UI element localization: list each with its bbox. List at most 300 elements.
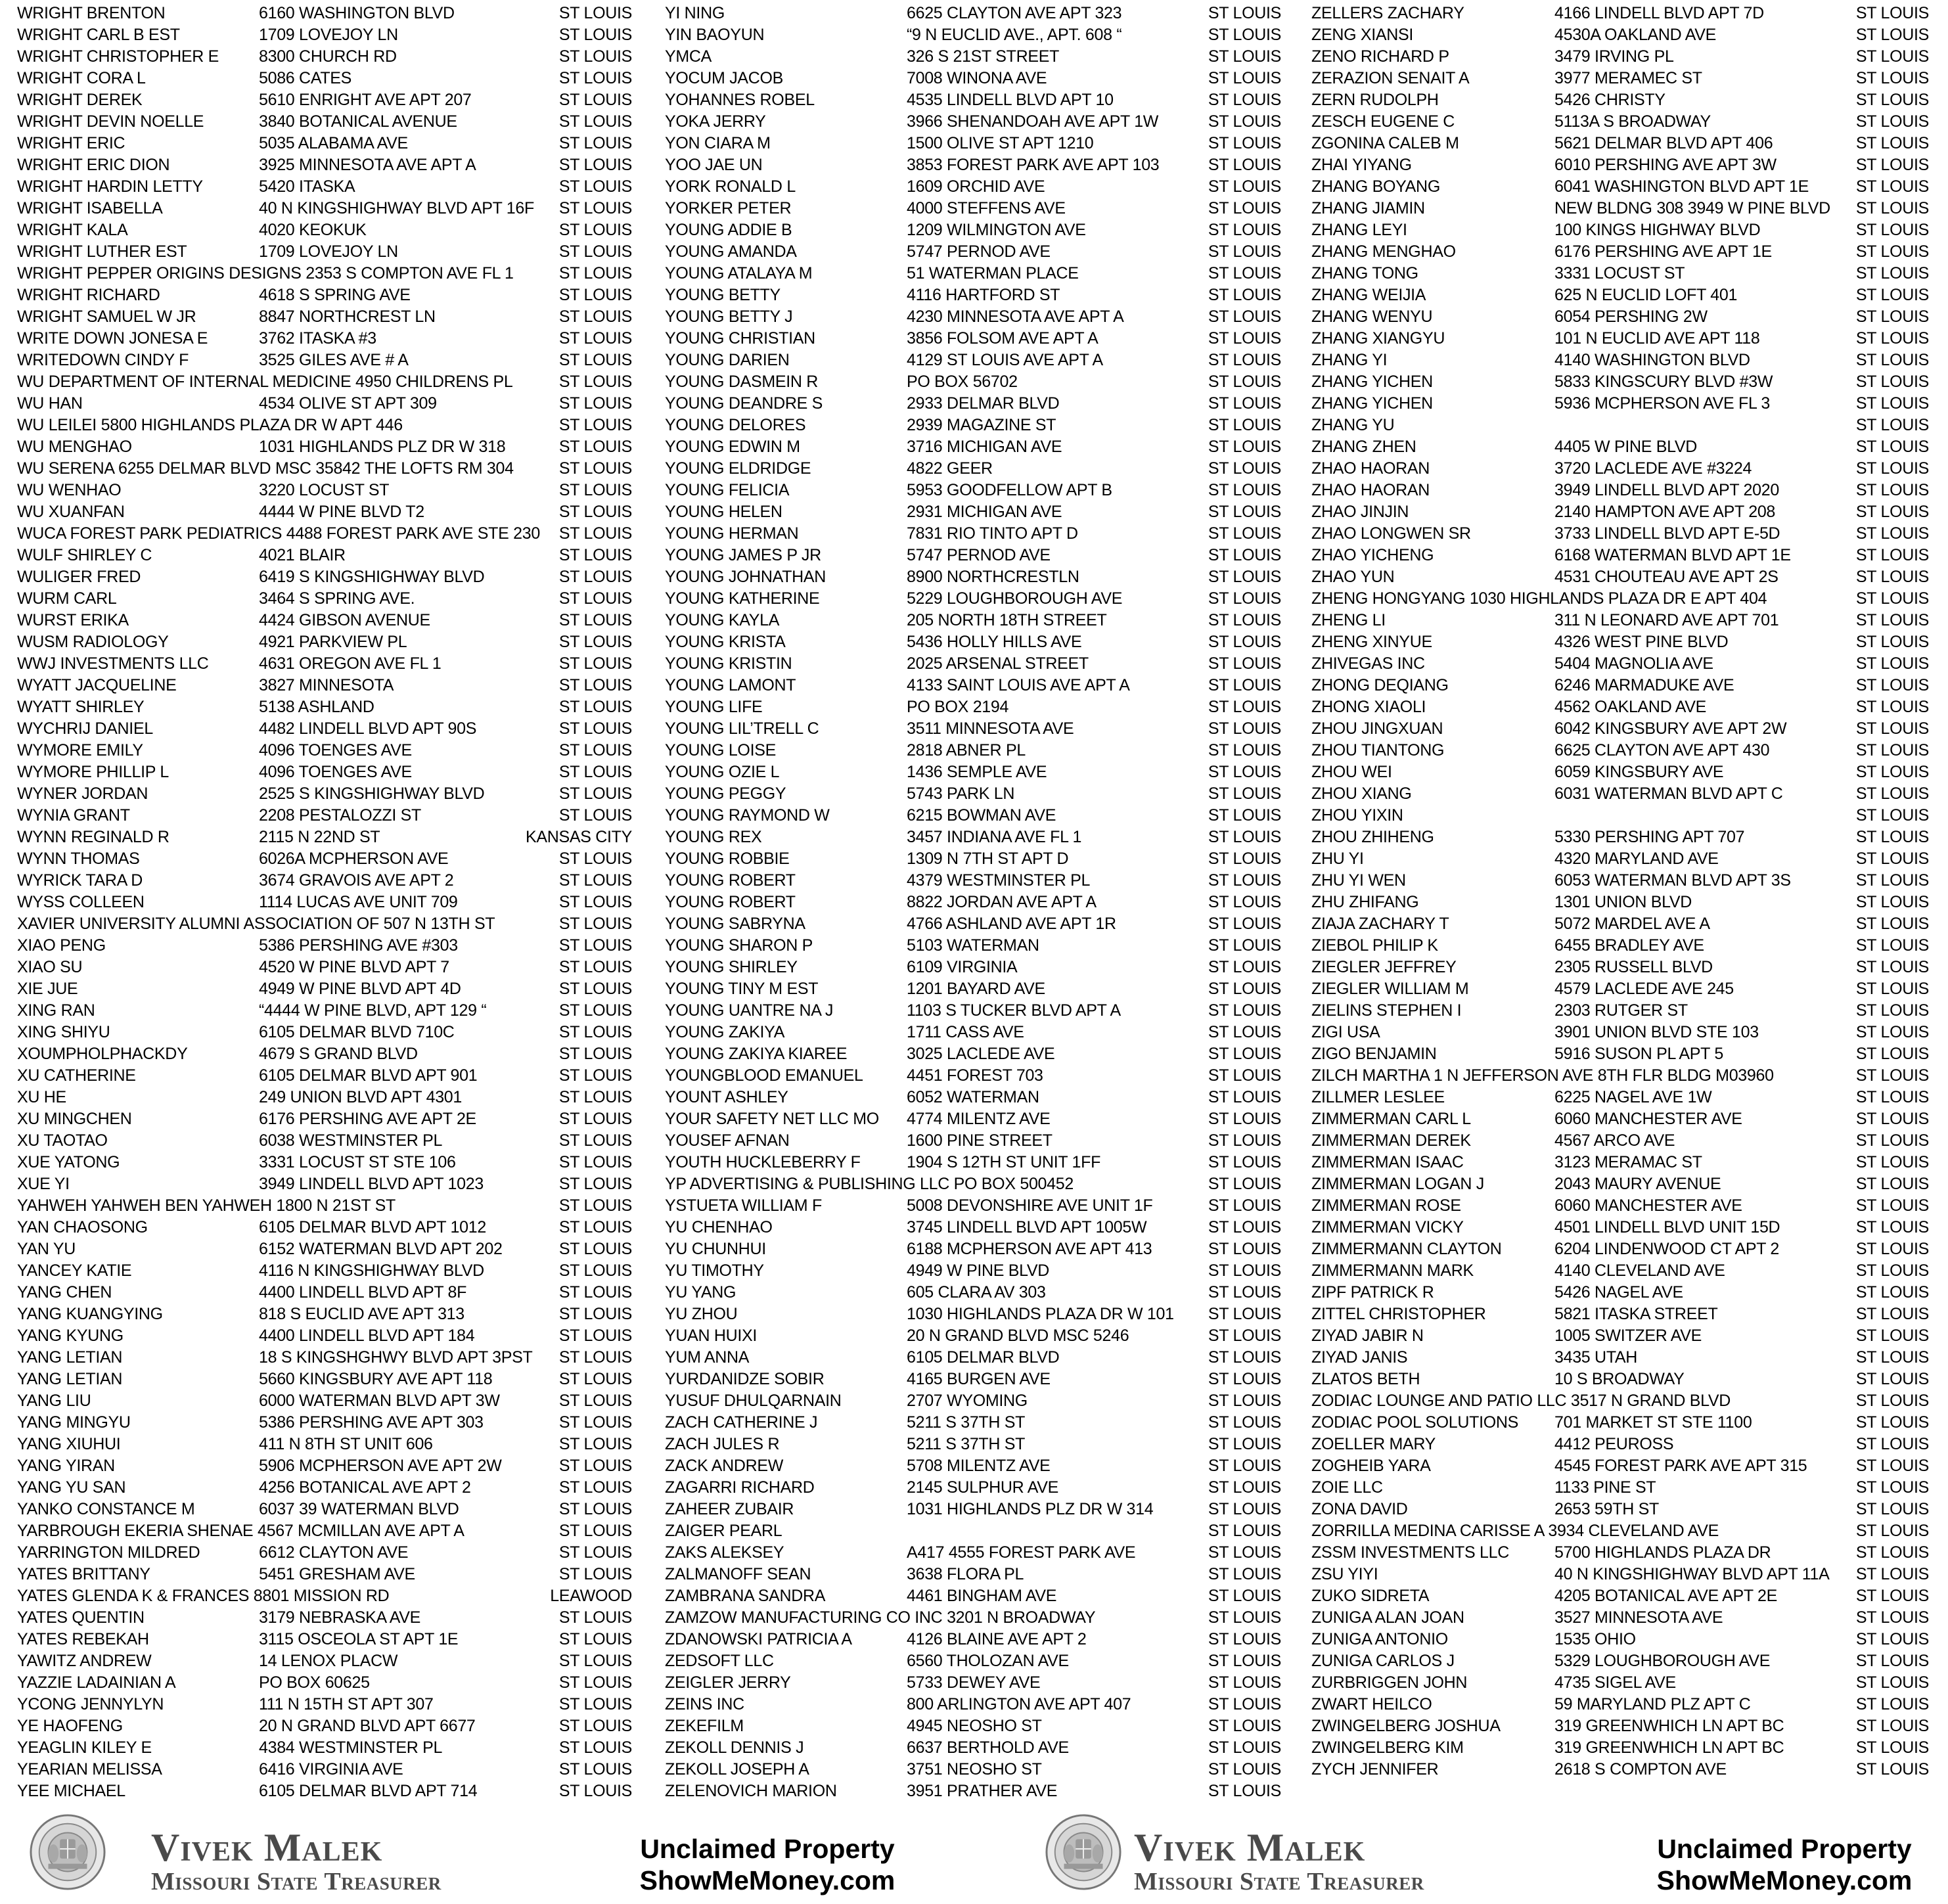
owner-name: ZHIVEGAS INC	[1311, 654, 1425, 673]
listing-row	[17, 1217, 635, 1238]
owner-city: ST LOUIS	[1208, 1478, 1281, 1497]
owner-address: 411 N 8TH ST UNIT 606	[259, 1435, 433, 1453]
owner-address: 3827 MINNESOTA	[259, 676, 394, 694]
owner-address: 3525 GILES AVE # A	[259, 351, 409, 369]
owner-address: 14 LENOX PLACW	[259, 1652, 398, 1670]
listing-row	[665, 198, 1282, 219]
owner-address: 1030 HIGHLANDS PLAZA DR W 101	[907, 1305, 1174, 1323]
owner-name: ZWINGELBERG JOSHUA	[1311, 1717, 1501, 1735]
owner-name: ZHENG HONGYANG 1030 HIGHLANDS PLAZA DR E APT 404	[1311, 589, 1767, 608]
owner-city: ST LOUIS	[1855, 112, 1929, 131]
owner-city: ST LOUIS	[1855, 1153, 1929, 1171]
owner-city: ST LOUIS	[558, 264, 632, 283]
owner-address: 5086 CATES	[259, 69, 352, 87]
owner-name: YATES REBEKAH	[17, 1630, 149, 1648]
owner-address: 8847 NORTHCREST LN	[259, 307, 436, 326]
listing-row	[665, 1260, 1282, 1282]
owner-name: ZSU YIYI	[1311, 1565, 1378, 1583]
owner-address: 2025 ARSENAL STREET	[907, 654, 1089, 673]
owner-name: ZAMZOW MANUFACTURING CO INC 3201 N BROADWAY	[665, 1608, 1096, 1627]
owner-name: ZHANG TONG	[1311, 264, 1418, 283]
listing-row	[1311, 1282, 1929, 1303]
owner-city: ST LOUIS	[1855, 1110, 1929, 1128]
listing-row	[17, 1780, 635, 1802]
listing-row	[665, 501, 1282, 523]
owner-city: ST LOUIS	[1855, 438, 1929, 456]
listing-row	[17, 1260, 635, 1282]
listing-row	[1311, 480, 1929, 501]
owner-name: ZIELINS STEPHEN I	[1311, 1001, 1462, 1020]
owner-city: ST LOUIS	[1208, 1608, 1281, 1627]
listing-row	[665, 957, 1282, 978]
listing-row	[17, 1650, 635, 1672]
listing-row	[665, 675, 1282, 696]
owner-name: ZHOU YIXIN	[1311, 806, 1403, 825]
owner-address: 1031 HIGHLANDS PLZ DR W 318	[259, 438, 506, 456]
owner-city: ST LOUIS	[1855, 524, 1929, 543]
owner-address: 5621 DELMAR BLVD APT 406	[1554, 134, 1773, 152]
listing-row	[1311, 1173, 1929, 1195]
owner-name: ZALMANOFF SEAN	[665, 1565, 811, 1583]
owner-address: 1709 LOVEJOY LN	[259, 26, 398, 44]
owner-city: ST LOUIS	[558, 1196, 632, 1215]
listing-row	[17, 501, 635, 523]
listing-row	[665, 1325, 1282, 1347]
owner-name: ZACK ANDREW	[665, 1457, 784, 1475]
listing-row	[17, 89, 635, 111]
owner-address: 4405 W PINE BLVD	[1554, 438, 1698, 456]
owner-name: ZHANG MENGHAO	[1311, 242, 1456, 261]
owner-city: ST LOUIS	[1855, 459, 1929, 478]
listing-row	[17, 978, 635, 1000]
owner-city: ST LOUIS	[1208, 1261, 1281, 1280]
owner-address: 4735 SIGEL AVE	[1554, 1673, 1676, 1692]
owner-name: WYATT SHIRLEY	[17, 698, 145, 716]
listing-row	[1311, 631, 1929, 653]
owner-address: 6041 WASHINGTON BLVD APT 1E	[1554, 177, 1809, 196]
owner-city: ST LOUIS	[558, 1565, 632, 1583]
owner-address: 4945 NEOSHO ST	[907, 1717, 1042, 1735]
owner-address: 3745 LINDELL BLVD APT 1005W	[907, 1218, 1147, 1236]
owner-city: ST LOUIS	[1208, 936, 1281, 955]
owner-city: ST LOUIS	[558, 1370, 632, 1388]
owner-name: ZHOU JINGXUAN	[1311, 719, 1443, 738]
owner-name: ZHONG DEQIANG	[1311, 676, 1449, 694]
owner-name: WU HAN	[17, 394, 83, 413]
owner-address: 4384 WESTMINSTER PL	[259, 1738, 443, 1757]
owner-address: 1904 S 12TH ST UNIT 1FF	[907, 1153, 1101, 1171]
owner-address: 5103 WATERMAN	[907, 936, 1039, 955]
owner-city: ST LOUIS	[1208, 1652, 1281, 1670]
owner-address: 20 N GRAND BLVD MSC 5246	[907, 1326, 1129, 1345]
owner-name: ZACH JULES R	[665, 1435, 780, 1453]
owner-city: ST LOUIS	[558, 47, 632, 66]
listing-row	[17, 1369, 635, 1390]
promo-unclaimed-property: Unclaimed Property	[640, 1834, 895, 1864]
listing-row	[1311, 848, 1929, 870]
owner-city: ST LOUIS	[558, 329, 632, 348]
owner-city: ST LOUIS	[1855, 1023, 1929, 1041]
owner-name: ZIYAD JABIR N	[1311, 1326, 1424, 1345]
listing-row	[665, 653, 1282, 675]
listing-row	[1311, 1260, 1929, 1282]
owner-name: ZAHEER ZUBAIR	[665, 1500, 794, 1518]
owner-address: 6054 PERSHING 2W	[1554, 307, 1708, 326]
owner-address: 3720 LACLEDE AVE #3224	[1554, 459, 1752, 478]
owner-address: “9 N EUCLID AVE., APT. 608 “	[907, 26, 1122, 44]
owner-city: ST LOUIS	[1208, 199, 1281, 217]
owner-city: ST LOUIS	[1855, 763, 1929, 781]
listing-row	[665, 350, 1282, 371]
owner-name: WULF SHIRLEY C	[17, 546, 152, 564]
owner-name: YOUNG TINY M EST	[665, 980, 819, 998]
owner-name: YOKA JERRY	[665, 112, 766, 131]
owner-name: YOUNG DEANDRE S	[665, 394, 823, 413]
listing-row	[1311, 675, 1929, 696]
owner-address: 2931 MICHIGAN AVE	[907, 503, 1062, 521]
owner-name: YOUTH HUCKLEBERRY F	[665, 1153, 861, 1171]
owner-city: ST LOUIS	[1855, 1283, 1929, 1302]
listing-row	[17, 1672, 635, 1694]
listing-row	[17, 1152, 635, 1173]
owner-address: 6105 DELMAR BLVD APT 901	[259, 1066, 478, 1085]
listing-row	[665, 1759, 1282, 1780]
owner-name: ZEKOLL JOSEPH A	[665, 1760, 809, 1779]
owner-city: ST LOUIS	[1208, 1283, 1281, 1302]
listing-row	[17, 111, 635, 133]
listing-row	[1311, 545, 1929, 566]
owner-name: YANCEY KATIE	[17, 1261, 132, 1280]
owner-city: ST LOUIS	[1208, 329, 1281, 348]
listing-row	[665, 870, 1282, 892]
owner-city: ST LOUIS	[1855, 264, 1929, 283]
owner-city: ST LOUIS	[1855, 4, 1929, 22]
owner-name: YOO JAE UN	[665, 156, 763, 174]
owner-address: 2653 59TH ST	[1554, 1500, 1659, 1518]
owner-name: WYSS COLLEEN	[17, 893, 145, 911]
owner-name: ZURBRIGGEN JOHN	[1311, 1673, 1468, 1692]
listing-row	[17, 1715, 635, 1737]
listing-row	[1311, 1217, 1929, 1238]
listing-row	[665, 415, 1282, 436]
owner-name: YOUNG ROBERT	[665, 871, 796, 890]
owner-address: 605 CLARA AV 303	[907, 1283, 1046, 1302]
listing-row	[1311, 1043, 1929, 1065]
listing-row	[1311, 1000, 1929, 1022]
owner-address: 5138 ASHLAND	[259, 698, 374, 716]
owner-name: WRIGHT LUTHER EST	[17, 242, 187, 261]
owner-name: YOUNG KRISTA	[665, 633, 786, 651]
owner-address: 5610 ENRIGHT AVE APT 207	[259, 91, 472, 109]
listing-row	[1311, 827, 1929, 848]
listing-row	[665, 306, 1282, 328]
owner-address: 4166 LINDELL BLVD APT 7D	[1554, 4, 1764, 22]
owner-city: ST LOUIS	[1208, 1066, 1281, 1085]
owner-city: ST LOUIS	[1208, 719, 1281, 738]
listing-row	[1311, 89, 1929, 111]
listing-row	[665, 1780, 1282, 1802]
listing-row	[17, 241, 635, 263]
owner-city: ST LOUIS	[1855, 221, 1929, 239]
owner-address: 4424 GIBSON AVENUE	[259, 611, 430, 629]
owner-address: 5426 NAGEL AVE	[1554, 1283, 1683, 1302]
treasurer-name: Vivek Malek	[151, 1826, 383, 1869]
owner-city: ST LOUIS	[1208, 676, 1281, 694]
owner-address: 3762 ITASKA #3	[259, 329, 376, 348]
owner-city: ST LOUIS	[558, 1045, 632, 1063]
owner-address: 4679 S GRAND BLVD	[259, 1045, 418, 1063]
listing-row	[1311, 588, 1929, 610]
owner-name: YOHANNES ROBEL	[665, 91, 815, 109]
listing-row	[665, 1455, 1282, 1477]
owner-address: 6246 MARMADUKE AVE	[1554, 676, 1734, 694]
owner-address: 6152 WATERMAN BLVD APT 202	[259, 1240, 503, 1258]
owner-address: 1600 PINE STREET	[907, 1131, 1053, 1150]
listing-row	[1311, 46, 1929, 68]
owner-address: 3840 BOTANICAL AVENUE	[259, 112, 457, 131]
owner-address: 5660 KINGSBURY AVE APT 118	[259, 1370, 493, 1388]
owner-name: ZITTEL CHRISTOPHER	[1311, 1305, 1486, 1323]
owner-address: 4140 CLEVELAND AVE	[1554, 1261, 1725, 1280]
owner-name: WU MENGHAO	[17, 438, 132, 456]
owner-name: YOUNG ZAKIYA KIAREE	[665, 1045, 848, 1063]
owner-name: WRIGHT HARDIN LETTY	[17, 177, 203, 196]
owner-city: ST LOUIS	[558, 26, 632, 44]
owner-address: 3331 LOCUST ST	[1554, 264, 1685, 283]
owner-address: 1005 SWITZER AVE	[1554, 1326, 1702, 1345]
listing-row	[665, 1542, 1282, 1564]
owner-city: ST LOUIS	[1208, 1522, 1281, 1540]
owner-address: 6052 WATERMAN	[907, 1088, 1039, 1106]
listing-row	[665, 1650, 1282, 1672]
owner-city: ST LOUIS	[558, 654, 632, 673]
owner-name: YU TIMOTHY	[665, 1261, 764, 1280]
listing-row	[17, 1087, 635, 1108]
owner-city: ST LOUIS	[558, 1023, 632, 1041]
owner-name: WUCA FOREST PARK PEDIATRICS 4488 FOREST PARK AVE STE 230	[17, 524, 540, 543]
owner-name: YOUNG PEGGY	[665, 784, 786, 803]
owner-name: ZWINGELBERG KIM	[1311, 1738, 1464, 1757]
owner-city: ST LOUIS	[558, 980, 632, 998]
listing-row	[17, 805, 635, 827]
owner-city: ST LOUIS	[1855, 69, 1929, 87]
owner-name: ZHANG ZHEN	[1311, 438, 1416, 456]
listing-row	[1311, 1412, 1929, 1434]
owner-city: ST LOUIS	[1208, 91, 1281, 109]
listing-row	[665, 89, 1282, 111]
owner-city: ST LOUIS	[558, 741, 632, 759]
listing-column-3	[1311, 3, 1929, 1780]
owner-name: ZACH CATHERINE J	[665, 1413, 818, 1432]
owner-name: ZHANG YICHEN	[1311, 394, 1433, 413]
owner-address: 2525 S KINGSHIGHWAY BLVD	[259, 784, 485, 803]
owner-city: ST LOUIS	[558, 546, 632, 564]
owner-name: ZHANG BOYANG	[1311, 177, 1440, 196]
listing-row	[17, 1390, 635, 1412]
owner-address: 4165 BURGEN AVE	[907, 1370, 1051, 1388]
owner-address: 6031 WATERMAN BLVD APT C	[1554, 784, 1783, 803]
owner-name: YEAGLIN KILEY E	[17, 1738, 152, 1757]
owner-name: ZLATOS BETH	[1311, 1370, 1420, 1388]
owner-address: 5833 KINGSCURY BLVD #3W	[1554, 373, 1773, 391]
listing-row	[1311, 1759, 1929, 1780]
owner-address: 2707 WYOMING	[907, 1392, 1028, 1410]
owner-city: ST LOUIS	[1855, 784, 1929, 803]
owner-city: ST LOUIS	[1855, 1348, 1929, 1367]
owner-city: ST LOUIS	[1855, 91, 1929, 109]
owner-address: 4921 PARKVIEW PL	[259, 633, 407, 651]
listing-row	[17, 68, 635, 89]
owner-name: ZDANOWSKI PATRICIA A	[665, 1630, 852, 1648]
listing-row	[665, 24, 1282, 46]
listing-column-1	[17, 3, 635, 1802]
owner-city: ST LOUIS	[558, 1305, 632, 1323]
listing-row	[1311, 1325, 1929, 1347]
owner-address: 6105 DELMAR BLVD	[907, 1348, 1060, 1367]
owner-address: 5329 LOUGHBOROUGH AVE	[1554, 1652, 1771, 1670]
owner-name: WYNIA GRANT	[17, 806, 130, 825]
owner-address: 3856 FOLSOM AVE APT A	[907, 329, 1099, 348]
owner-city: ST LOUIS	[1208, 69, 1281, 87]
owner-address: 5211 S 37TH ST	[907, 1435, 1026, 1453]
listing-row	[665, 935, 1282, 957]
owner-city: ST LOUIS	[1208, 850, 1281, 868]
listing-row	[1311, 892, 1929, 913]
owner-address: 4822 GEER	[907, 459, 993, 478]
owner-name: ZHANG WENYU	[1311, 307, 1433, 326]
owner-name: ZENO RICHARD P	[1311, 47, 1449, 66]
owner-name: ZIMMERMAN LOGAN J	[1311, 1175, 1484, 1193]
owner-city: ST LOUIS	[558, 91, 632, 109]
owner-name: ZHONG XIAOLI	[1311, 698, 1426, 716]
owner-address: 5936 MCPHERSON AVE FL 3	[1554, 394, 1770, 413]
listing-row	[17, 1173, 635, 1195]
owner-name: YU ZHOU	[665, 1305, 738, 1323]
owner-name: ZIMMERMAN VICKY	[1311, 1218, 1464, 1236]
owner-address: 6060 MANCHESTER AVE	[1554, 1196, 1742, 1215]
owner-name: ZORRILLA MEDINA CARISSE A 3934 CLEVELAND AVE	[1311, 1522, 1719, 1540]
owner-name: YOUNG KRISTIN	[665, 654, 792, 673]
owner-address: 8300 CHURCH RD	[259, 47, 397, 66]
owner-address: 2939 MAGAZINE ST	[907, 416, 1056, 434]
owner-name: ZUNIGA CARLOS J	[1311, 1652, 1455, 1670]
owner-city: ST LOUIS	[1208, 242, 1281, 261]
owner-address: 2140 HAMPTON AVE APT 208	[1554, 503, 1776, 521]
owner-address: 5906 MCPHERSON AVE APT 2W	[259, 1457, 502, 1475]
listing-row	[665, 263, 1282, 284]
owner-city: ST LOUIS	[1855, 1435, 1929, 1453]
owner-address: PO BOX 2194	[907, 698, 1009, 716]
owner-name: ZIGI USA	[1311, 1023, 1380, 1041]
owner-address: 4096 TOENGES AVE	[259, 763, 412, 781]
owner-city: ST LOUIS	[1855, 1652, 1929, 1670]
owner-address: 6204 LINDENWOOD CT APT 2	[1554, 1240, 1779, 1258]
owner-address: 1709 LOVEJOY LN	[259, 242, 398, 261]
owner-city: ST LOUIS	[558, 1738, 632, 1757]
owner-name: ZIGO BENJAMIN	[1311, 1045, 1437, 1063]
owner-address: 5420 ITASKA	[259, 177, 355, 196]
owner-name: ZHANG WEIJIA	[1311, 286, 1426, 304]
listing-row	[1311, 1499, 1929, 1520]
owner-city: ST LOUIS	[1208, 1196, 1281, 1215]
listing-row	[1311, 219, 1929, 241]
owner-address: 4631 OREGON AVE FL 1	[259, 654, 442, 673]
owner-city: ST LOUIS	[558, 221, 632, 239]
listing-row	[665, 1022, 1282, 1043]
owner-name: YANG XIUHUI	[17, 1435, 121, 1453]
listing-row	[665, 219, 1282, 241]
listing-row	[665, 371, 1282, 393]
owner-city: ST LOUIS	[1855, 1457, 1929, 1475]
owner-name: YOUR SAFETY NET LLC MO	[665, 1110, 879, 1128]
owner-name: YORKER PETER	[665, 199, 792, 217]
owner-name: YU YANG	[665, 1283, 736, 1302]
owner-city: ST LOUIS	[1208, 481, 1281, 499]
owner-name: XUE YI	[17, 1175, 70, 1193]
owner-address: 6168 WATERMAN BLVD APT 1E	[1554, 546, 1791, 564]
owner-name: YOUNG LIFE	[665, 698, 763, 716]
owner-name: ZAMBRANA SANDRA	[665, 1587, 826, 1605]
owner-name: YANG KUANGYING	[17, 1305, 163, 1323]
owner-city: ST LOUIS	[1855, 156, 1929, 174]
promo-block	[603, 1833, 932, 1896]
owner-name: YOUNG CHRISTIAN	[665, 329, 815, 348]
owner-name: YOUNG LAMONT	[665, 676, 796, 694]
owner-address: 4774 MILENTZ AVE	[907, 1110, 1051, 1128]
listing-row	[17, 1412, 635, 1434]
owner-name: YOUNG SABRYNA	[665, 915, 805, 933]
owner-address: 5700 HIGHLANDS PLAZA DR	[1554, 1543, 1771, 1562]
owner-city: ST LOUIS	[1855, 1261, 1929, 1280]
listing-row	[1311, 1520, 1929, 1542]
owner-name: YOUNG ELDRIDGE	[665, 459, 811, 478]
owner-address: 6160 WASHINGTON BLVD	[259, 4, 455, 22]
listing-row	[17, 892, 635, 913]
owner-name: YE HAOFENG	[17, 1717, 123, 1735]
listing-row	[1311, 1715, 1929, 1737]
listing-row	[17, 1542, 635, 1564]
owner-name: XING SHIYU	[17, 1023, 110, 1041]
listing-row	[1311, 1087, 1929, 1108]
listing-row	[17, 371, 635, 393]
owner-address: 5436 HOLLY HILLS AVE	[907, 633, 1082, 651]
listing-row	[1311, 415, 1929, 436]
owner-address: 4562 OAKLAND AVE	[1554, 698, 1706, 716]
owner-address: A417 4555 FOREST PARK AVE	[907, 1543, 1136, 1562]
owner-address: 4530A OAKLAND AVE	[1554, 26, 1716, 44]
listing-row	[17, 1455, 635, 1477]
owner-name: ZODIAC LOUNGE AND PATIO LLC 3517 N GRAND BLVD	[1311, 1392, 1731, 1410]
owner-address: 249 UNION BLVD APT 4301	[259, 1088, 463, 1106]
owner-city: ST LOUIS	[1855, 1500, 1929, 1518]
owner-address: 6060 MANCHESTER AVE	[1554, 1110, 1742, 1128]
owner-name: YOUNG FELICIA	[665, 481, 790, 499]
listing-row	[17, 1737, 635, 1759]
owner-address: 4205 BOTANICAL AVE APT 2E	[1554, 1587, 1777, 1605]
owner-city: ST LOUIS	[1208, 1435, 1281, 1453]
owner-name: YEE MICHAEL	[17, 1782, 125, 1800]
owner-city: ST LOUIS	[1208, 221, 1281, 239]
owner-city: ST LOUIS	[1855, 980, 1929, 998]
owner-name: YOUNGBLOOD EMANUEL	[665, 1066, 863, 1085]
listing-row	[17, 328, 635, 350]
owner-address: 3751 NEOSHO ST	[907, 1760, 1042, 1779]
owner-city: ST LOUIS	[1855, 1738, 1929, 1757]
owner-city: ST LOUIS	[558, 698, 632, 716]
owner-city: ST LOUIS	[558, 915, 632, 933]
owner-name: YCONG JENNYLYN	[17, 1695, 164, 1713]
owner-city: ST LOUIS	[1208, 893, 1281, 911]
